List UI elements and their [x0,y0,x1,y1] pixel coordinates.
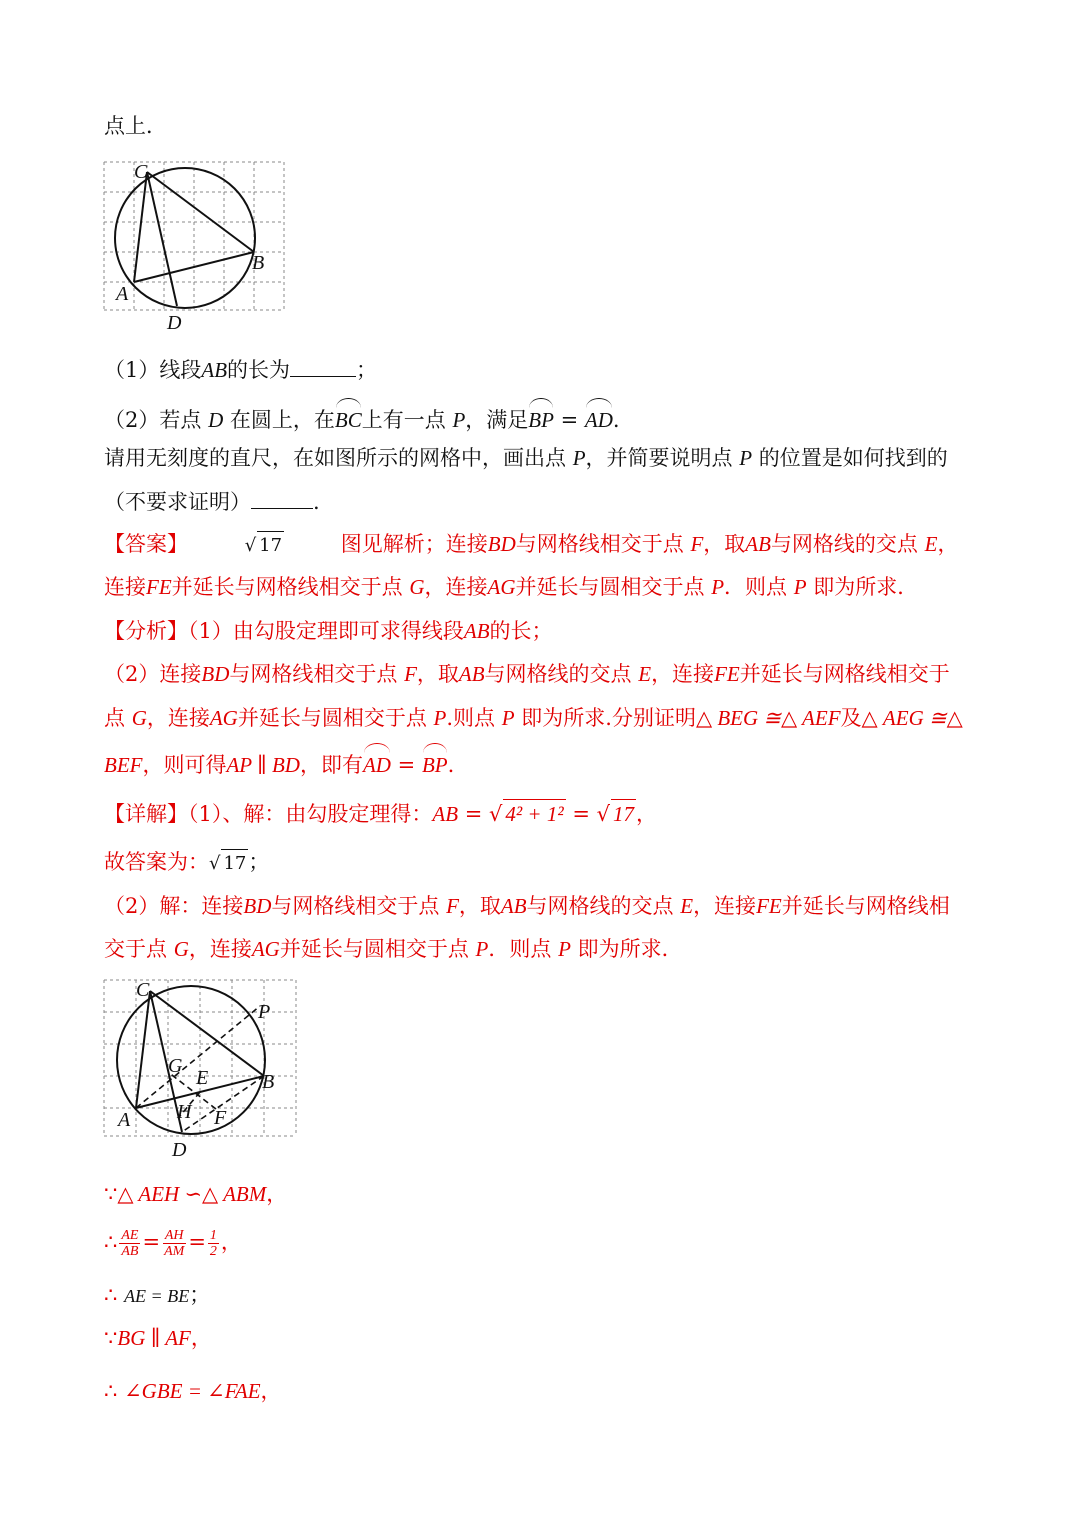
figure-1 [100,158,290,338]
question-2: （2）若点 D 在圆上，在BC上有一点 P，满足BP = AD. [104,402,620,434]
analysis-line-1: 【分析】（1）由勾股定理即可求得线段AB的长； [104,619,553,643]
answer-blank-1 [290,376,356,377]
fig2-label-b: B [262,1071,275,1093]
fig2-label-c: C [136,979,150,1001]
detail-tag: 【详解】 [104,802,188,826]
answer-blank-2 [251,508,313,509]
answer-line-1: 【答案】 √ 17 图见解析；连接BD与网格线相交于点 F，取AB与网格线的交点 E， [104,530,958,560]
question-1: （1）线段AB的长为 ； [104,358,378,382]
analysis-line-3: 点 G，连接AG并延长与圆相交于点 P.则点 P 即为所求.分别证明△ BEG ≅△ AEF及△ AEG ≅△ [104,706,963,730]
label-d: D [167,312,182,334]
detail-line-3: 交于点 G，连接AG并延长与圆相交于点 P．则点 P 即为所求． [104,937,683,961]
proof-line-2: ∴ $\frac{AE}{AB}$ = $\frac{AH}{AM}$ = $\frac{1}{2}$ ， [104,1228,242,1259]
figure-2 [100,976,305,1166]
proof-line-5: ∴ ∠GBE = ∠FAE， [104,1379,282,1403]
arc-bp-2: BP [422,747,448,779]
arc-bc: BC [335,402,362,434]
fig2-label-p: P [258,1001,271,1023]
fig2-label-g: G [168,1055,183,1077]
detail-line-2: （2）解：连接BD与网格线相交于点 F，取AB与网格线的交点 E，连接FE并延长与网格线相 [104,894,950,918]
fig2-label-h: H [177,1101,192,1123]
proof-line-4: ∵BG ∥ AF， [104,1326,212,1350]
analysis-line-4: BEF，则可得AP ∥ BD，即有AD = BP. [104,747,454,779]
label-b: B [252,252,265,274]
continuation-text: 点上． [104,114,167,138]
fig2-label-d: D [172,1139,187,1161]
fig2-label-f: F [214,1107,227,1129]
label-a: A [116,283,129,305]
answer-line-2: 连接FE并延长与网格线相交于点 G，连接AG并延长与圆相交于点 P．则点 P 即为所求． [104,575,919,599]
fig2-label-e: E [196,1067,209,1089]
grid-1 [104,162,284,310]
arc-ad-2: AD [363,747,391,779]
instruction-line-1: 请用无刻度的直尺，在如图所示的网格中，画出点 P，并简要说明点 P 的位置是如何找到的 [104,446,948,470]
arc-bp: BP [528,402,554,434]
analysis-tag: 【分析】 [104,619,188,643]
instruction-line-2: （不要求证明） . [104,490,320,514]
answer-tag: 【答案】 [104,532,188,556]
detail-line-1: 【详解】（1）、解：由勾股定理得：AB = √ 4² + 1² = √ 17， [104,799,657,828]
arc-ad: AD [585,402,613,434]
fig2-label-a: A [118,1109,131,1131]
proof-line-3: ∴ AE = BE； [104,1283,211,1307]
analysis-line-2: （2）连接BD与网格线相交于点 F，取AB与网格线的交点 E，连接FE并延长与网格线相交于 [104,662,950,686]
proof-line-1: ∵△ AEH ∽△ ABM， [104,1182,288,1206]
label-c: C [134,161,148,183]
detail-answer: 故答案为：√ 17； [104,848,269,878]
